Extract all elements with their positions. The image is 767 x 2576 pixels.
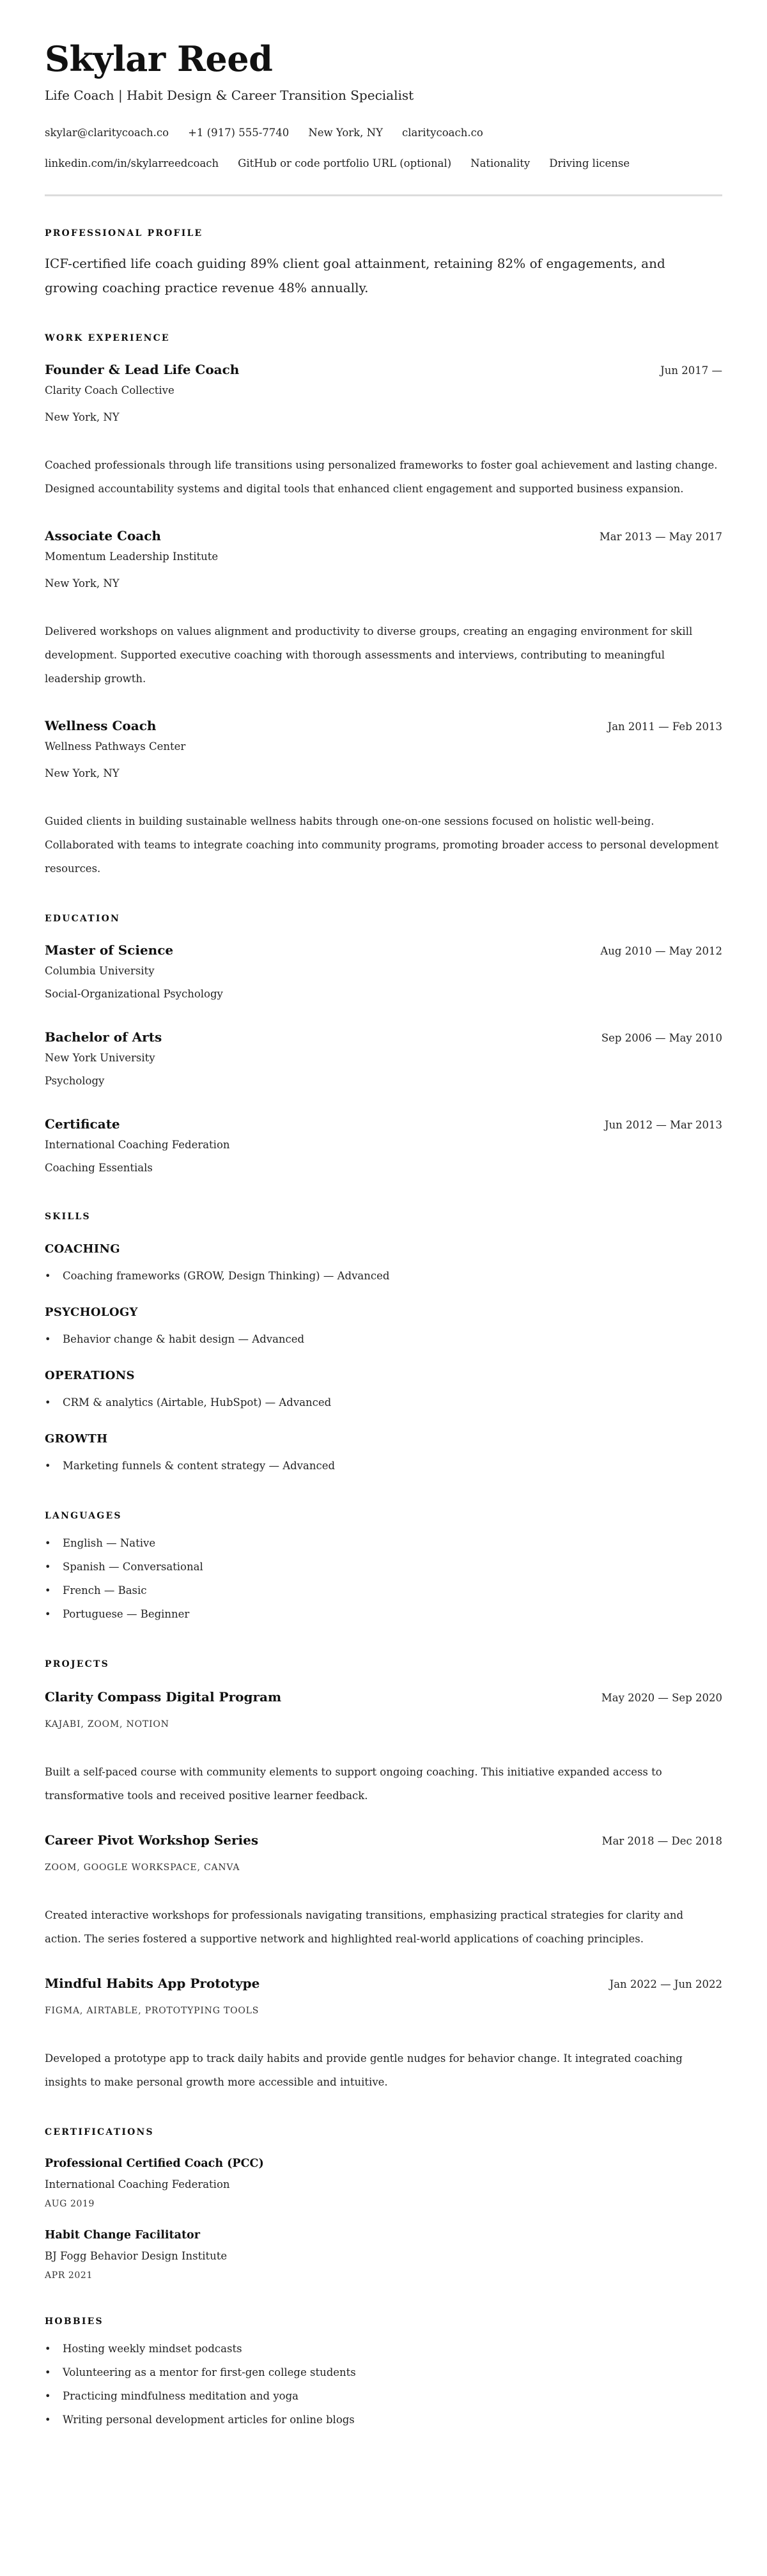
section-title-languages: LANGUAGES — [45, 1511, 122, 1521]
contact-email[interactable]: skylar@claritycoach.co — [45, 127, 169, 139]
candidate-name: Skylar Reed — [45, 38, 273, 79]
education-dates: Jun 2012 — Mar 2013 — [605, 1119, 722, 1131]
section-title-profile: PROFESSIONAL PROFILE — [45, 228, 203, 238]
job-dates: Jan 2011 — Feb 2013 — [607, 721, 722, 733]
skill-list — [45, 1454, 722, 1478]
skill-category: GROWTH — [45, 1432, 108, 1446]
contact-linkedin[interactable]: linkedin.com/in/skylarreedcoach — [45, 157, 219, 169]
job-description: Delivered workshops on values alignment and productivity to diverse groups, creating an engaging environment for skill development. Supported executive coaching with thorough assessments and interviews, contributing to meaningful leadership growth. — [45, 625, 693, 685]
field-of-study: Psychology — [45, 1075, 105, 1087]
language-list — [45, 1531, 722, 1626]
profile-summary: ICF-certified life coach guiding 89% client goal attainment, retaining 82% of engagements, and growing coaching practice revenue 48% annually. — [45, 256, 665, 295]
education-dates: Sep 2006 — May 2010 — [601, 1032, 722, 1044]
skill-list — [45, 1327, 722, 1351]
project-name: Clarity Compass Digital Program — [45, 1689, 282, 1705]
hobby-list — [45, 2337, 722, 2432]
projects-section — [45, 1658, 722, 2094]
job-title: Founder & Lead Life Coach — [45, 362, 240, 377]
project-tech-stack: KAJABI, ZOOM, NOTION — [45, 1719, 169, 1729]
certification-entry — [45, 2155, 722, 2212]
job-company: Momentum Leadership Institute — [45, 550, 219, 563]
job-company: Clarity Coach Collective — [45, 384, 174, 396]
candidate-headline: Life Coach | Habit Design & Career Transition Specialist — [45, 88, 414, 103]
project-dates: Jan 2022 — Jun 2022 — [609, 1978, 722, 1990]
job-title: Associate Coach — [45, 528, 161, 543]
hobby-item: • Volunteering as a mentor for first-gen college students — [45, 2361, 722, 2384]
contact-nationality: Nationality — [470, 157, 531, 169]
project-entry — [45, 1687, 722, 1807]
certification-issuer: International Coaching Federation — [45, 2178, 230, 2190]
school-name: Columbia University — [45, 965, 155, 977]
section-title-education: EDUCATION — [45, 914, 121, 924]
project-name: Career Pivot Workshop Series — [45, 1832, 259, 1848]
skill-item: • Coaching frameworks (GROW, Design Thinking) — Advanced — [45, 1264, 722, 1288]
language-item: • Spanish — Conversational — [45, 1555, 722, 1579]
certification-date: AUG 2019 — [45, 2199, 95, 2209]
job-company: Wellness Pathways Center — [45, 740, 186, 753]
contact-website[interactable]: claritycoach.co — [401, 127, 483, 139]
project-dates: May 2020 — Sep 2020 — [601, 1692, 722, 1704]
hobby-item: • Practicing mindfulness meditation and yoga — [45, 2384, 722, 2408]
project-tech-stack: ZOOM, GOOGLE WORKSPACE, CANVA — [45, 1862, 240, 1873]
education-section — [45, 912, 722, 1178]
skill-item: • Behavior change & habit design — Advanced — [45, 1327, 722, 1351]
job-dates: Mar 2013 — May 2017 — [599, 531, 722, 543]
education-entry — [45, 1027, 722, 1091]
resume-header — [45, 36, 722, 196]
school-name: International Coaching Federation — [45, 1139, 230, 1151]
degree-title: Master of Science — [45, 942, 174, 958]
job-title: Wellness Coach — [45, 718, 157, 733]
skills-section — [45, 1210, 722, 1478]
job-location: New York, NY — [45, 411, 120, 423]
school-name: New York University — [45, 1052, 155, 1064]
education-dates: Aug 2010 — May 2012 — [600, 945, 722, 957]
section-title-skills: SKILLS — [45, 1212, 91, 1222]
project-description: Built a self-paced course with community elements to support ongoing coaching. This initiative expanded access to transformative tools and received positive learner feedback. — [45, 1766, 662, 1802]
field-of-study: Social-Organizational Psychology — [45, 988, 223, 1000]
certification-name: Professional Certified Coach (PCC) — [45, 2157, 264, 2170]
skill-category: OPERATIONS — [45, 1369, 135, 1382]
skill-item: • Marketing funnels & content strategy — Advanced — [45, 1454, 722, 1478]
project-description: Created interactive workshops for professionals navigating transitions, emphasizing practical strategies for clarity and action. The series fostered a supportive network and highlighted real-world applications of coaching principles. — [45, 1909, 684, 1945]
certification-issuer: BJ Fogg Behavior Design Institute — [45, 2250, 228, 2262]
contact-list — [45, 118, 658, 179]
section-title-projects: PROJECTS — [45, 1659, 109, 1669]
certifications-section — [45, 2126, 722, 2283]
project-description: Developed a prototype app to track daily habits and provide gentle nudges for behavior change. It integrated coaching insights to make personal growth more accessible and intuitive. — [45, 2052, 683, 2088]
job-dates: Jun 2017 — — [660, 364, 722, 377]
contact-phone[interactable]: +1 (917) 555-7740 — [188, 127, 290, 139]
contact-portfolio[interactable]: GitHub or code portfolio URL (optional) — [238, 157, 452, 169]
project-tech-stack: FIGMA, AIRTABLE, PROTOTYPING TOOLS — [45, 2006, 260, 2016]
hobby-item: • Writing personal development articles for online blogs — [45, 2408, 722, 2432]
experience-section — [45, 332, 722, 880]
field-of-study: Coaching Essentials — [45, 1162, 153, 1174]
job-description: Coached professionals through life transitions using personalized frameworks to foster goal achievement and lasting change. Designed accountability systems and digital tools that enhanced client engagement and supported business expansion. — [45, 459, 718, 495]
contact-driving-license: Driving license — [549, 157, 630, 169]
certification-name: Habit Change Facilitator — [45, 2229, 200, 2242]
profile-section — [45, 227, 722, 300]
language-item: • French — Basic — [45, 1579, 722, 1602]
language-item: • Portuguese — Beginner — [45, 1602, 722, 1626]
section-title-certifications: CERTIFICATIONS — [45, 2127, 154, 2137]
project-dates: Mar 2018 — Dec 2018 — [601, 1835, 722, 1847]
job-entry — [45, 360, 722, 501]
section-title-experience: WORK EXPERIENCE — [45, 333, 170, 343]
education-entry — [45, 1114, 722, 1178]
education-entry — [45, 941, 722, 1004]
header-divider — [45, 194, 722, 196]
contact-location: New York, NY — [308, 127, 383, 139]
job-entry — [45, 526, 722, 691]
language-item: • English — Native — [45, 1531, 722, 1555]
certification-entry — [45, 2227, 722, 2283]
job-description: Guided clients in building sustainable wellness habits through one-on-one sessions focused on holistic well-being. Collaborated with teams to integrate coaching into community programs, promoting broader access to personal development resources. — [45, 815, 719, 875]
hobbies-section — [45, 2315, 722, 2432]
degree-title: Bachelor of Arts — [45, 1029, 162, 1045]
degree-title: Certificate — [45, 1116, 120, 1132]
job-location: New York, NY — [45, 767, 120, 779]
project-entry — [45, 1974, 722, 2094]
certification-date: APR 2021 — [45, 2270, 93, 2281]
hobby-item: • Hosting weekly mindset podcasts — [45, 2337, 722, 2361]
skill-list — [45, 1264, 722, 1288]
skill-category: PSYCHOLOGY — [45, 1306, 138, 1319]
job-location: New York, NY — [45, 577, 120, 589]
section-title-hobbies: HOBBIES — [45, 2316, 104, 2327]
job-entry — [45, 716, 722, 880]
skill-category: COACHING — [45, 1242, 120, 1256]
skill-item: • CRM & analytics (Airtable, HubSpot) — Advanced — [45, 1391, 722, 1414]
languages-section — [45, 1510, 722, 1626]
skill-list — [45, 1391, 722, 1414]
project-name: Mindful Habits App Prototype — [45, 1976, 260, 1991]
project-entry — [45, 1831, 722, 1951]
